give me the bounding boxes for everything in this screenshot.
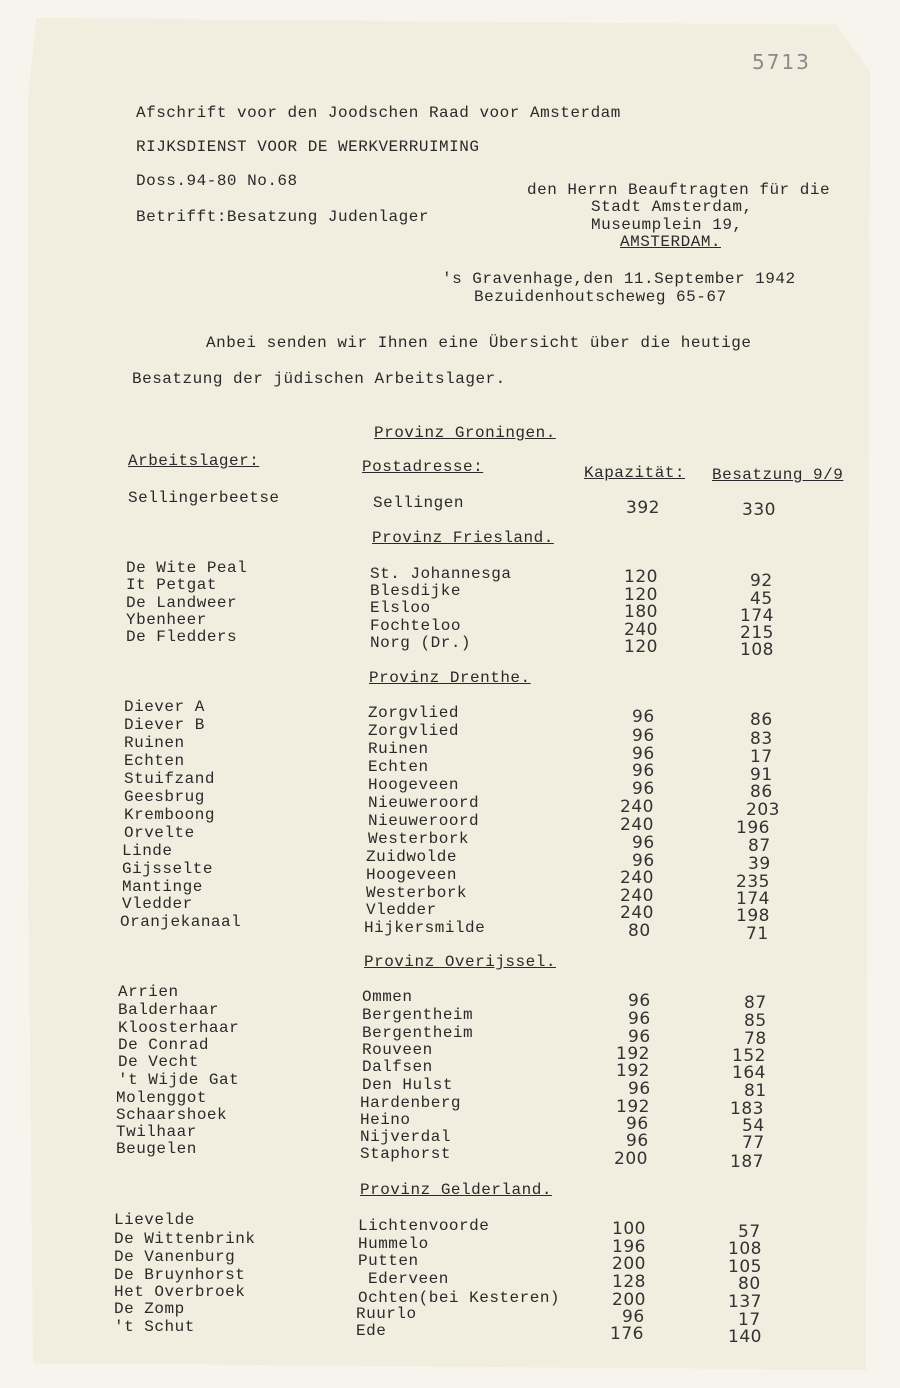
camp-name: Twilhaar xyxy=(116,1123,197,1141)
camp-address: Lichtenvoorde xyxy=(358,1217,490,1235)
camp-name: De Landweer xyxy=(126,594,238,612)
camp-capacity: 96 xyxy=(632,744,655,764)
camp-occupancy: 77 xyxy=(742,1133,765,1153)
camp-occupancy: 105 xyxy=(728,1257,762,1277)
camp-address: St. Johannesga xyxy=(370,565,512,583)
camp-address: Nieuweroord xyxy=(368,812,480,830)
agency-name: RIJKSDIENST VOOR DE WERKVERRUIMING xyxy=(136,138,480,156)
camp-name: Balderhaar xyxy=(118,1001,220,1019)
camp-address: Hijkersmilde xyxy=(364,919,486,937)
camp-capacity: 96 xyxy=(628,1009,651,1029)
camp-occupancy: 187 xyxy=(730,1152,764,1172)
camp-address: Fochteloo xyxy=(370,617,461,635)
camp-address: Ede xyxy=(356,1322,387,1340)
place-date: 's Gravenhage,den 11.September 1942 xyxy=(442,270,796,288)
camp-name: De Wittenbrink xyxy=(114,1230,256,1248)
camp-address: Ruurlo xyxy=(356,1305,417,1323)
camp-address: Nieuweroord xyxy=(368,794,480,812)
recipient-city: AMSTERDAM. xyxy=(620,233,722,251)
archive-number: 5713 xyxy=(752,50,811,74)
camp-address: Elsloo xyxy=(370,599,431,617)
camp-address: Nijverdal xyxy=(360,1128,451,1146)
camp-name: Ybenheer xyxy=(126,611,207,629)
camp-occupancy: 235 xyxy=(736,872,770,892)
camp-name: Ruinen xyxy=(124,734,185,752)
camp-name: Kremboong xyxy=(124,806,215,824)
province-heading: Provinz Gelderland. xyxy=(360,1181,552,1199)
camp-name: De Conrad xyxy=(118,1036,209,1054)
camp-name: Linde xyxy=(122,842,173,860)
camp-capacity: 96 xyxy=(626,1114,649,1134)
camp-name: De Vanenburg xyxy=(114,1248,236,1266)
province-heading: Provinz Overijssel. xyxy=(364,953,556,971)
copy-line: Afschrift voor den Joodschen Raad voor Amsterdam xyxy=(136,104,621,122)
camp-occupancy: 174 xyxy=(736,889,770,909)
camp-address: Bergentheim xyxy=(362,1024,474,1042)
recipient-line2: Stadt Amsterdam, xyxy=(591,198,753,216)
camp-address: Staphorst xyxy=(360,1145,451,1163)
province-heading: Provinz Drenthe. xyxy=(369,669,531,687)
camp-name: De Zomp xyxy=(114,1300,185,1318)
col-header-address: Postadresse: xyxy=(362,458,484,476)
camp-occupancy: 152 xyxy=(732,1046,766,1066)
camp-occupancy: 57 xyxy=(738,1222,761,1242)
camp-address: Ruinen xyxy=(368,740,429,758)
camp-occupancy: 80 xyxy=(738,1274,761,1294)
camp-occupancy: 85 xyxy=(744,1011,767,1031)
camp-name: Schaarshoek xyxy=(116,1106,228,1124)
camp-address: Blesdijke xyxy=(370,582,461,600)
camp-name: Stuifzand xyxy=(124,770,215,788)
camp-capacity: 96 xyxy=(628,1079,651,1099)
camp-capacity: 196 xyxy=(612,1237,646,1257)
col-header-occupancy: Besatzung 9/9 xyxy=(712,466,844,484)
camp-capacity: 96 xyxy=(632,761,655,781)
camp-occupancy: 17 xyxy=(738,1310,761,1330)
camp-occupancy: 108 xyxy=(740,640,774,660)
camp-occupancy: 164 xyxy=(732,1063,766,1083)
camp-name: Arrien xyxy=(118,983,179,1001)
camp-capacity: 96 xyxy=(622,1307,645,1327)
camp-address: Norg (Dr.) xyxy=(370,634,472,652)
camp-occupancy: 183 xyxy=(730,1099,764,1119)
camp-name: Diever A xyxy=(124,698,205,716)
camp-capacity: 96 xyxy=(628,991,651,1011)
province-heading: Provinz Groningen. xyxy=(374,424,556,442)
camp-capacity: 80 xyxy=(628,921,651,941)
camp-occupancy: 87 xyxy=(748,836,771,856)
camp-name: Orvelte xyxy=(124,824,195,842)
camp-capacity: 96 xyxy=(626,1131,649,1151)
camp-capacity: 240 xyxy=(620,903,654,923)
camp-name: De Fledders xyxy=(126,628,238,646)
camp-address: Westerbork xyxy=(368,830,470,848)
body-line2: Besatzung der jüdischen Arbeitslager. xyxy=(132,370,506,388)
camp-capacity: 392 xyxy=(626,498,660,518)
col-header-camp: Arbeitslager: xyxy=(128,452,260,470)
camp-name: Het Overbroek xyxy=(114,1283,246,1301)
camp-capacity: 192 xyxy=(616,1097,650,1117)
camp-name: Vledder xyxy=(122,895,193,913)
camp-capacity: 180 xyxy=(624,602,658,622)
camp-occupancy: 83 xyxy=(750,729,773,749)
camp-capacity: 200 xyxy=(614,1149,648,1169)
recipient-line3: Museumplein 19, xyxy=(591,216,743,234)
camp-occupancy: 330 xyxy=(742,500,776,520)
subject-line: Betrifft:Besatzung Judenlager xyxy=(136,208,429,226)
camp-capacity: 240 xyxy=(620,797,654,817)
camp-occupancy: 17 xyxy=(750,747,773,767)
body-line1: Anbei senden wir Ihnen eine Übersicht über die heutige xyxy=(206,334,752,352)
camp-address: Bergentheim xyxy=(362,1006,474,1024)
camp-occupancy: 45 xyxy=(750,589,773,609)
camp-address: Zuidwolde xyxy=(366,848,457,866)
camp-address: Ommen xyxy=(362,988,413,1006)
camp-capacity: 96 xyxy=(632,851,655,871)
camp-name: Kloosterhaar xyxy=(118,1019,240,1037)
camp-address: Zorgvlied xyxy=(368,722,459,740)
camp-capacity: 96 xyxy=(628,1027,651,1047)
camp-name: Oranjekanaal xyxy=(120,913,242,931)
camp-address: Westerbork xyxy=(366,884,468,902)
camp-capacity: 96 xyxy=(632,779,655,799)
camp-capacity: 96 xyxy=(632,726,655,746)
camp-address: Sellingen xyxy=(373,494,464,512)
dossier-number: Doss.94-80 No.68 xyxy=(136,172,298,190)
camp-occupancy: 39 xyxy=(748,854,771,874)
camp-name: De Vecht xyxy=(118,1053,199,1071)
camp-name: Beugelen xyxy=(116,1140,197,1158)
camp-name: De Wite Peal xyxy=(126,559,248,577)
camp-occupancy: 108 xyxy=(728,1239,762,1259)
camp-capacity: 176 xyxy=(610,1324,644,1344)
camp-address: Vledder xyxy=(366,901,437,919)
camp-address: Rouveen xyxy=(362,1041,433,1059)
camp-occupancy: 140 xyxy=(728,1327,762,1347)
camp-address: Echten xyxy=(368,758,429,776)
camp-name: Diever B xyxy=(124,716,205,734)
camp-name: Molenggot xyxy=(116,1089,207,1107)
camp-address: Hoogeveen xyxy=(366,866,457,884)
camp-occupancy: 87 xyxy=(744,993,767,1013)
recipient-line1: den Herrn Beauftragten für die xyxy=(527,181,831,199)
camp-capacity: 128 xyxy=(612,1272,646,1292)
camp-address: Den Hulst xyxy=(362,1076,453,1094)
camp-name: Sellingerbeetse xyxy=(128,489,280,507)
camp-occupancy: 198 xyxy=(736,906,770,926)
camp-name: Echten xyxy=(124,752,185,770)
camp-capacity: 240 xyxy=(620,886,654,906)
camp-occupancy: 196 xyxy=(736,818,770,838)
camp-capacity: 240 xyxy=(624,620,658,640)
camp-capacity: 120 xyxy=(624,637,658,657)
province-heading: Provinz Friesland. xyxy=(372,529,554,547)
camp-capacity: 240 xyxy=(620,815,654,835)
camp-name: Gijsselte xyxy=(122,860,213,878)
camp-address: Ochten(bei Kesteren) xyxy=(358,1289,561,1307)
camp-capacity: 200 xyxy=(612,1254,646,1274)
camp-capacity: 120 xyxy=(624,585,658,605)
camp-occupancy: 174 xyxy=(740,606,774,626)
sender-address: Bezuidenhoutscheweg 65-67 xyxy=(474,288,727,306)
camp-occupancy: 54 xyxy=(742,1116,765,1136)
camp-name: 't Wijde Gat xyxy=(118,1071,240,1089)
camp-address: Putten xyxy=(358,1252,419,1270)
camp-occupancy: 203 xyxy=(746,800,780,820)
camp-capacity: 120 xyxy=(624,567,658,587)
camp-address: Hardenberg xyxy=(360,1094,462,1112)
camp-occupancy: 78 xyxy=(744,1029,767,1049)
camp-occupancy: 86 xyxy=(750,782,773,802)
camp-capacity: 192 xyxy=(616,1044,650,1064)
camp-address: Heino xyxy=(360,1111,411,1129)
camp-capacity: 240 xyxy=(620,868,654,888)
camp-address: Zorgvlied xyxy=(368,704,459,722)
camp-name: De Bruynhorst xyxy=(114,1266,246,1284)
camp-capacity: 200 xyxy=(612,1290,646,1310)
camp-occupancy: 92 xyxy=(750,571,773,591)
camp-address: Hummelo xyxy=(358,1235,429,1253)
camp-address: Dalfsen xyxy=(362,1058,433,1076)
camp-occupancy: 137 xyxy=(728,1292,762,1312)
camp-occupancy: 81 xyxy=(744,1081,767,1101)
camp-name: Geesbrug xyxy=(124,788,205,806)
camp-capacity: 100 xyxy=(612,1219,646,1239)
camp-capacity: 96 xyxy=(632,833,655,853)
camp-address: Hoogeveen xyxy=(368,776,459,794)
camp-name: Mantinge xyxy=(122,878,203,896)
camp-capacity: 96 xyxy=(632,707,655,727)
camp-name: It Petgat xyxy=(126,576,217,594)
camp-address: Ederveen xyxy=(368,1270,449,1288)
camp-capacity: 192 xyxy=(616,1061,650,1081)
camp-occupancy: 71 xyxy=(746,924,769,944)
camp-occupancy: 86 xyxy=(750,710,773,730)
camp-name: Lievelde xyxy=(114,1211,195,1229)
camp-name: 't Schut xyxy=(114,1318,195,1336)
camp-occupancy: 91 xyxy=(750,765,773,785)
camp-occupancy: 215 xyxy=(740,623,774,643)
col-header-capacity: Kapazität: xyxy=(584,464,686,482)
